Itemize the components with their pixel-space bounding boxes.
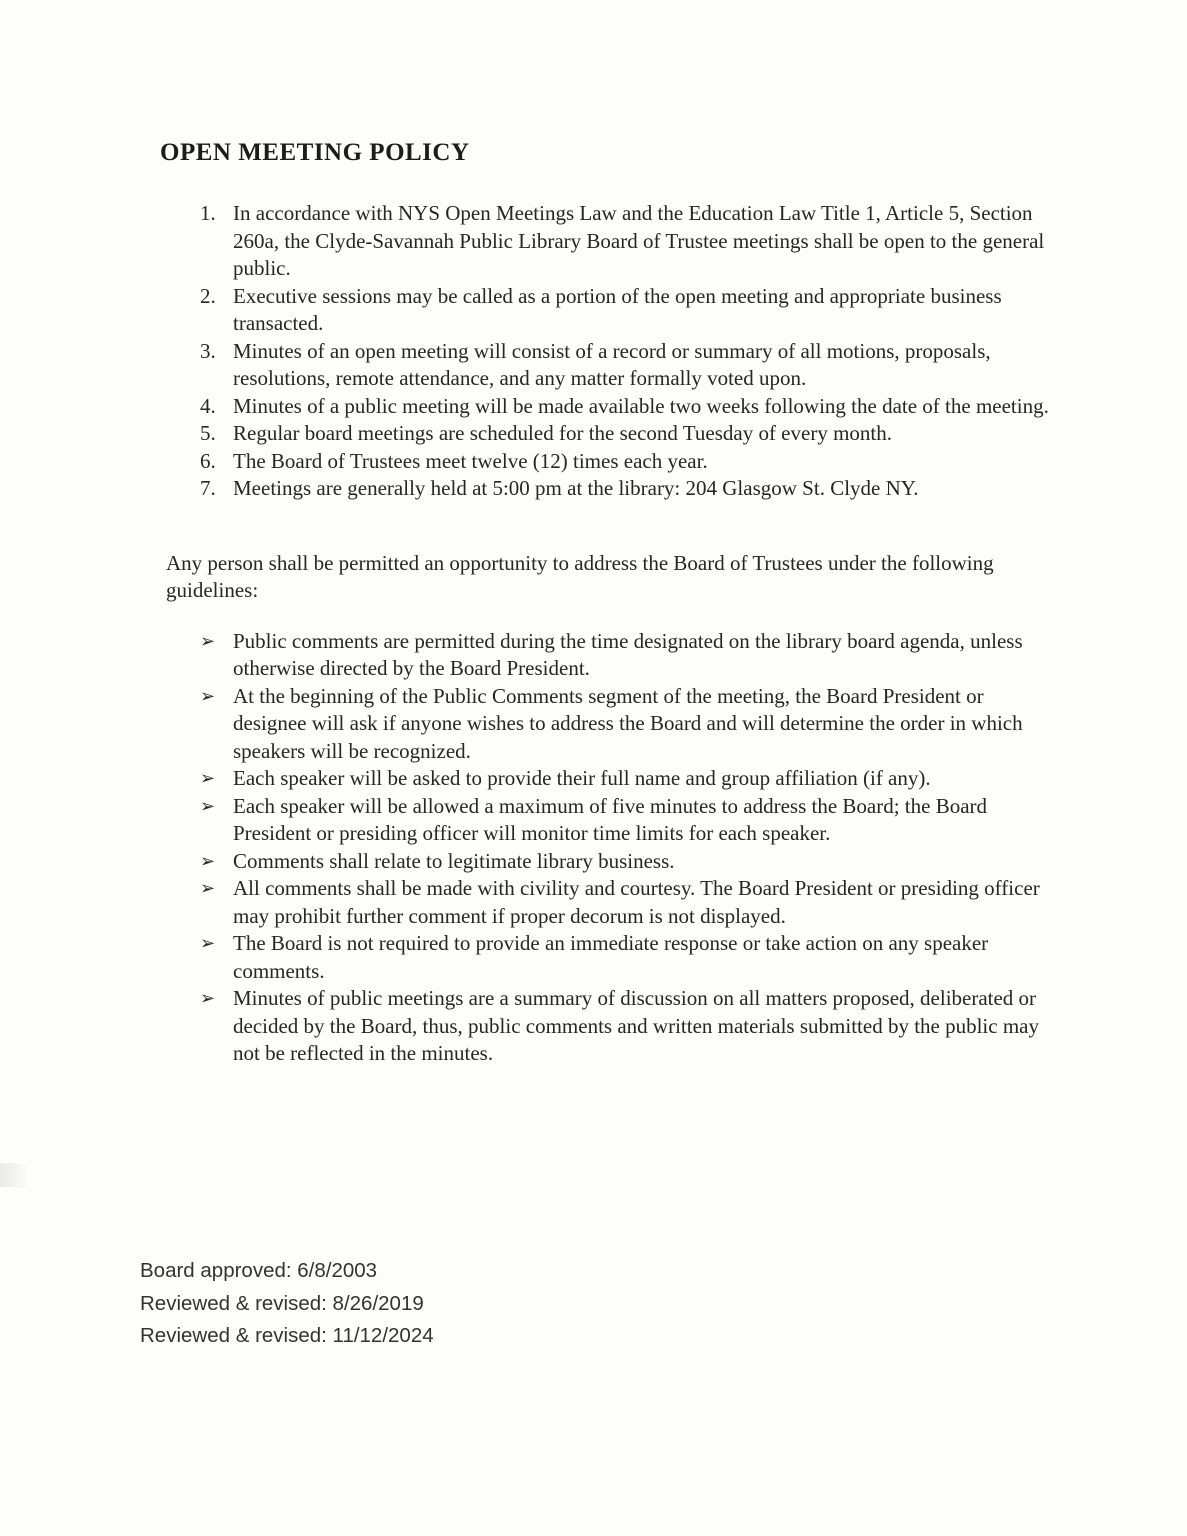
page-title: OPEN MEETING POLICY xyxy=(160,139,470,166)
list-number: 4. xyxy=(200,393,216,418)
list-number: 3. xyxy=(200,338,216,363)
arrow-bullet-icon: ➢ xyxy=(200,630,216,651)
footer-line-revised-2: Reviewed & revised: 11/12/2024 xyxy=(140,1324,434,1347)
list-item xyxy=(200,448,1055,476)
list-item-text: Regular board meetings are scheduled for the second Tuesday of every month. xyxy=(233,421,892,445)
list-item xyxy=(200,420,1055,448)
footer-line-revised-1: Reviewed & revised: 8/26/2019 xyxy=(140,1291,424,1315)
list-item xyxy=(200,200,1055,283)
numbered-policy-list xyxy=(200,200,1055,503)
list-item xyxy=(200,338,1055,393)
list-item-text: Executive sessions may be called as a portion of the open meeting and appropriate business transacted. xyxy=(233,283,1002,335)
guidelines-bullet-list xyxy=(200,628,1058,1068)
arrow-bullet-icon: ➢ xyxy=(200,795,216,816)
arrow-bullet-icon: ➢ xyxy=(200,933,216,953)
arrow-bullet-icon: ➢ xyxy=(200,988,216,1008)
list-item-text: In accordance with NYS Open Meetings Law and the Education Law Title 1, Article 5, Section 260a, the Clyde-Savannah Public Library Board of Trustee meetings shall be open to the general public. xyxy=(233,201,1045,280)
list-item xyxy=(200,628,1058,683)
list-item-text: Comments shall relate to legitimate library business. xyxy=(233,848,675,873)
list-item xyxy=(200,848,1058,876)
list-item-text: All comments shall be made with civility and courtesy. The Board President or presiding officer may prohibit further comment if proper decorum is not displayed. xyxy=(233,876,1040,928)
revision-history xyxy=(140,1255,434,1353)
arrow-bullet-icon: ➢ xyxy=(200,850,216,871)
list-item-text: At the beginning of the Public Comments segment of the meeting, the Board President or designee will ask if anyone wishes to address the Board and will determine the order in which speakers will be recognized. xyxy=(233,683,1023,763)
list-item xyxy=(200,985,1058,1068)
list-item xyxy=(200,793,1058,848)
list-number: 5. xyxy=(200,421,216,445)
list-number: 2. xyxy=(200,283,216,308)
list-item xyxy=(200,683,1058,766)
list-item xyxy=(200,875,1058,930)
arrow-bullet-icon: ➢ xyxy=(200,768,216,788)
list-item xyxy=(200,283,1055,338)
list-number: 7. xyxy=(200,476,216,500)
list-item xyxy=(200,765,1058,793)
list-item-text: Each speaker will be asked to provide their full name and group affiliation (if any). xyxy=(233,766,931,790)
intro-paragraph: Any person shall be permitted an opportunity to address the Board of Trustees under the following guidelines: xyxy=(166,550,994,602)
list-item-text: The Board is not required to provide an immediate response or take action on any speaker comments. xyxy=(233,931,989,983)
scan-artifact xyxy=(0,1163,28,1187)
arrow-bullet-icon: ➢ xyxy=(200,878,216,898)
list-item xyxy=(200,930,1058,985)
list-number: 1. xyxy=(200,201,216,225)
list-item xyxy=(200,475,1055,503)
list-item-text: Minutes of public meetings are a summary of discussion on all matters proposed, deliberated or decided by the Board, thus, public comments and written materials submitted by the public may not be reflected in the minutes. xyxy=(233,986,1039,1065)
list-item-text: Meetings are generally held at 5:00 pm at the library: 204 Glasgow St. Clyde NY. xyxy=(233,476,919,500)
list-item-text: Minutes of an open meeting will consist of a record or summary of all motions, proposals, resolutions, remote attendance, and any matter formally voted upon. xyxy=(233,338,991,390)
list-item-text: Minutes of a public meeting will be made available two weeks following the date of the meeting. xyxy=(233,393,1049,418)
list-item-text: The Board of Trustees meet twelve (12) times each year. xyxy=(233,448,708,473)
list-item-text: Public comments are permitted during the time designated on the library board agenda, unless otherwise directed by the Board President. xyxy=(233,628,1023,680)
footer-line-approved: Board approved: 6/8/2003 xyxy=(140,1259,378,1282)
list-number: 6. xyxy=(200,448,216,473)
list-item-text: Each speaker will be allowed a maximum of five minutes to address the Board; the Board President or presiding officer will monitor time limits for each speaker. xyxy=(233,793,988,845)
arrow-bullet-icon: ➢ xyxy=(200,685,216,706)
list-item xyxy=(200,393,1055,421)
